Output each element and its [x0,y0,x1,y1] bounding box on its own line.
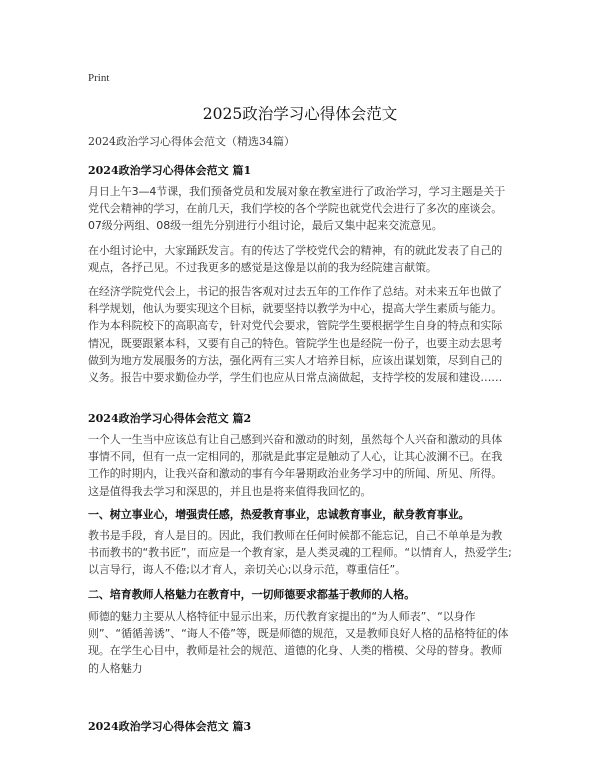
section-1-paragraph-3: 在经济学院党代会上，书记的报告客观对过去五年的工作作了总结。对未来五年也做了科学规划，他认为要实现这个目标，就要坚持以教学为中心，提高大学生素质与能力。作为本科院校下的高职高专，针对党代会要求，管院学生要根据学生自身的特点和实际情况，既要跟紧本科，又要有自己的特色。管院学生也是经院一份子，也要主动去思考做到为地方发展服务的方法，强化两有三实人才培养目标，应该出谋划策，尽到自己的义务。报告中要求勤俭办学，学生们也应从日常点滴做起，支持学校的发展和建设…… [88,285,503,385]
section-2-paragraph-3: 师德的魅力主要从人格特征中显示出来，历代教育家提出的“为人师表”、“以身作则”、“循循善诱”、“诲人不倦”等，既是师德的规范，又是教师良好人格的品格特征的体现。在学生心目中，教师是社会的规范、道德的化身、人类的楷模、父母的替身。教师的人格魅力 [88,610,509,675]
section-heading-2: 2024政治学习心得体会范文 篇2 [88,412,252,425]
section-heading-1: 2024政治学习心得体会范文 篇1 [88,164,252,177]
section-2-bold-point-1: 一、树立事业心，增强责任感，热爱教育事业，忠诚教育事业，献身教育事业。 [88,508,470,521]
section-2-paragraph-2: 教书是手段，育人是目的。因此，我们教师在任何时候都不能忘记，自己不单单是为教书而教书的“教书匠”，而应是一个教育家，是人类灵魂的工程师。“以情育人，热爱学生;以言导行，诲人不倦;以才育人，亲切关心;以身示范，尊重信任”。 [88,529,512,577]
print-link[interactable]: Print [88,72,110,84]
document-title: 2025政治学习心得体会范文 [202,105,398,123]
section-2-paragraph-1: 一个人一生当中应该总有让自己感到兴奋和激动的时刻，虽然每个人兴奋和激动的具体事情不同，但有一点一定相同的，那就是此事定是触动了人心，让其心波澜不已。在我工作的时期内，让我兴奋和激动的事有今年暑期政治业务学习中的所闻、所见、所得。这是值得我去学习和深思的，并且也是将来值得我回忆的。 [88,433,503,498]
section-2-bold-point-2: 二、培育教师人格魅力在教育中，一切师德要求都基于教师的人格。 [88,588,415,601]
document-subtitle: 2024政治学习心得体会范文（精选34篇） [88,135,295,148]
section-1-paragraph-2: 在小组讨论中，大家踊跃发言。有的传达了学校党代会的精神，有的就此发表了自己的观点，各抒己见。不过我更多的感觉是这像是以前的我为经院建言献策。 [88,244,503,275]
section-heading-3: 2024政治学习心得体会范文 篇3 [88,720,252,733]
section-1-paragraph-1: 月日上午3—4节课，我们预备党员和发展对象在教室进行了政治学习，学习主题是关于党代会精神的学习，在前几天，我们学校的各个学院也就党代会进行了多次的座谈会。07级分两组、08级一组先分别进行小组讨论，最后又集中起来交流意见。 [88,185,506,233]
